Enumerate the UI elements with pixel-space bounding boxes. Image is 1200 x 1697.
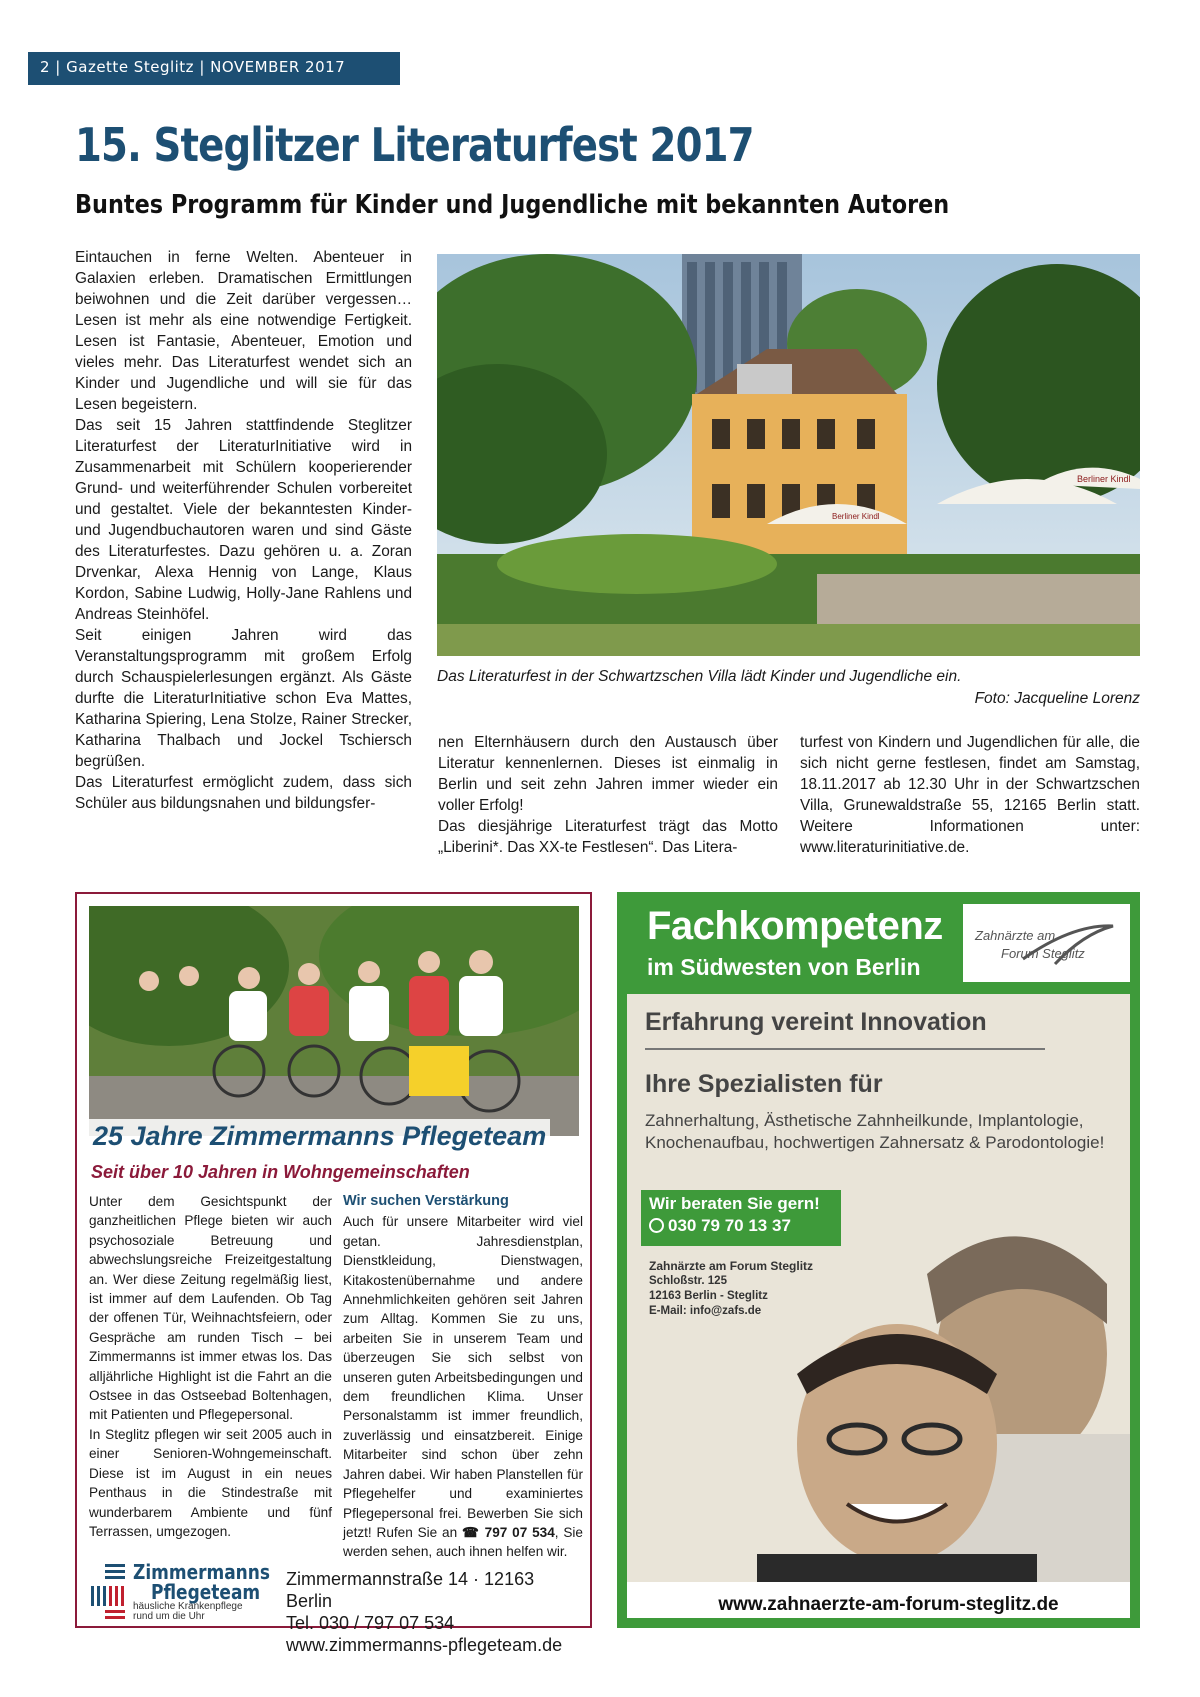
paragraph: Seit einigen Jahren wird das Veranstaltungsprogramm mit großem Erfolg durch Schauspielerlesungen ergänzt. Als Gäste durfte die LiteraturInitiative schon Eva Mattes, Katharina Spiering, Lena Stolze, Rainer Strecker, Katharina Thalbach und Jockel Tschiersch begrüßen. bbox=[75, 627, 412, 770]
logo-line1: Zimmermanns bbox=[133, 1560, 271, 1584]
ad-zahnaerzte-forum-steglitz bbox=[617, 892, 1140, 1628]
ad-specialists-title: Ihre Spezialisten für bbox=[645, 1070, 883, 1098]
villa-illustration bbox=[437, 254, 1140, 656]
practice-street: Schloßstr. 125 bbox=[649, 1275, 727, 1287]
ad-address: Zimmermannstraße 14 · 12163 Berlin bbox=[286, 1569, 535, 1611]
paragraph bbox=[343, 1212, 583, 1561]
ad-zimmermanns-pflegeteam bbox=[75, 892, 592, 1655]
ad-address-block bbox=[649, 1259, 813, 1319]
ad-claim: Erfahrung vereint Innovation bbox=[645, 1008, 987, 1036]
practice-email[interactable]: E-Mail: info@zafs.de bbox=[649, 1305, 762, 1317]
paragraph: Unter dem Gesichtspunkt der ganzheitlichen Pflege bieten wir auch psychosoziale Betreuung und abwechslungsreiche Freizeitgestaltung an. Wer diese Zeitung regelmäßig liest, ist immer auf dem Laufenden. Ob Tag der offenen Tür, Weihnachtsfeiern, oder Gespräche am runden Tisch – bei Zimmermanns ist immer etwas los. Das alljährliche Highlight ist die Fahrt an die Ostsee in das Ostseebad Boltenhagen, mit Patienten und Pflegepersonal. bbox=[89, 1194, 332, 1423]
umbrella-label: Berliner Kindl bbox=[832, 512, 880, 521]
article-column-1 bbox=[75, 247, 412, 814]
umbrella-label: Berliner Kindl bbox=[1077, 474, 1131, 484]
logo-line2: Forum Steglitz bbox=[1001, 946, 1085, 961]
swoosh-icon bbox=[963, 904, 1130, 982]
photo-credit: Foto: Jacqueline Lorenz bbox=[974, 690, 1140, 707]
zahnaerzte-logo bbox=[963, 904, 1130, 982]
ad-phone: Tel. 030 / 797 07 534 bbox=[286, 1613, 455, 1633]
ad-subtitle: Seit über 10 Jahren in Wohngemeinschaften bbox=[91, 1162, 470, 1182]
paragraph: Das seit 15 Jahren stattfindende Steglitzer Literaturfest der LiteraturInitiative wird in Zusammenarbeit mit Schülern kooperierender Grund- und weiterführender Schulen vorbereitet und gestaltet. Viele der bekanntesten Kinder- und Jugendbuchautoren waren und sind Gäste des Literaturfestes. Dazu gehören u. a. Zoran Drvenkar, Alexa Hennig von Lange, Klaus Kordon, Sabine Ludwig, Holly-Jane Rahlens und Andreas Steinhöfel. bbox=[75, 417, 412, 623]
recruit-text: Auch für unsere Mitarbeiter wird viel getan. Jahresdienstplan, Dienstkleidung, Dienstwagen, Kitakostenübernahme und andere Annehmlichkeiten gehören seit Jahren zum Alltag. Kommen Sie zu uns, arbeiten Sie in unserem Team und überzeugen Sie sich selbst von unseren guten Arbeitsbedingungen und dem freundlichen Klima. Unser Personalstamm ist immer freundlich, zuverlässig und einsatzbereit. Einige Mitarbeiter sind schon über zehn Jahren dabei. Wir haben Planstellen für Pflegehelfer und examiniertes Pflegepersonal frei. Bewerben Sie sich jetzt! Rufen Sie an bbox=[343, 1214, 583, 1540]
seniors-photo bbox=[89, 906, 579, 1136]
call-title: Wir beraten Sie gern! bbox=[649, 1194, 820, 1213]
paragraph: Eintauchen in ferne Welten. Abenteuer in Galaxien erleben. Dramatischen Ermittlungen beiwohnen und die Zeit darüber vergessen… Lesen ist mehr als eine notwendige Fertigkeit. Lesen ist Fantasie, Abenteuer, Emotion und vieles mehr. Das Literaturfest wendet sich an Kinder und Jugendliche und will sie für das Lesen begeistern. bbox=[75, 249, 412, 413]
recruit-text-end: , Sie werden sehen, auch ihnen helfen wir. bbox=[343, 1524, 583, 1560]
ad-headline: Fachkompetenz bbox=[647, 904, 943, 948]
ad-specialists-text: Zahnerhaltung, Ästhetische Zahnheilkunde, Implantologie, Knochenaufbau, hochwertigen Zahnersatz & Parodontologie! bbox=[645, 1111, 1105, 1152]
ad-column-heading: Wir suchen Verstärkung bbox=[343, 1193, 509, 1209]
claim-rule bbox=[645, 1048, 1045, 1050]
paragraph: In Steglitz pflegen wir seit 2005 auch in einer Senioren-Wohngemeinschaft. Diese ist im August in ein neues Penthaus in die Stindestraße mit wunderbarem Ambiente und fünf Terrassen, umgezogen. bbox=[89, 1426, 332, 1539]
phone-icon bbox=[649, 1218, 664, 1233]
ad-headline-2: im Südwesten von Berlin bbox=[647, 954, 921, 980]
article-title: 15. Steglitzer Literaturfest 2017 bbox=[75, 118, 754, 172]
header-rule bbox=[28, 82, 400, 85]
photo-caption bbox=[437, 666, 1140, 710]
ad-web-link[interactable]: www.zahnaerzte-am-forum-steglitz.de bbox=[627, 1582, 1140, 1628]
page-header-bar: 2 | Gazette Steglitz | NOVEMBER 2017 bbox=[28, 52, 400, 82]
article-subtitle: Buntes Programm für Kinder und Jugendliche mit bekannten Autoren bbox=[75, 190, 950, 220]
ad-column-b bbox=[343, 1192, 583, 1562]
recruit-phone: ☎ 797 07 534 bbox=[461, 1524, 555, 1540]
logo-tagline: häusliche Krankenpflege rund um die Uhr bbox=[133, 1601, 243, 1622]
paragraph: nen Elternhäusern durch den Austausch über Literatur kennenlernen. Dieses ist einmalig in Berlin und seit zehn Jahren immer wieder ein voller Erfolg! bbox=[438, 734, 778, 814]
ad-web-link[interactable]: www.zimmermanns-pflegeteam.de bbox=[286, 1635, 563, 1655]
call-phone[interactable]: 030 79 70 13 37 bbox=[649, 1216, 833, 1236]
ad-contact bbox=[286, 1568, 579, 1656]
seniors-illustration bbox=[89, 906, 579, 1136]
logo-line2: Pflegeteam bbox=[151, 1580, 261, 1604]
paragraph: Das Literaturfest ermöglicht zudem, dass sich Schüler aus bildungsnahen und bildungsfer- bbox=[75, 774, 412, 812]
article-column-3 bbox=[800, 732, 1140, 858]
logo-line1: Zahnärzte am bbox=[975, 928, 1056, 943]
ad-column-a bbox=[89, 1192, 332, 1541]
zimmermanns-logo bbox=[89, 1562, 269, 1622]
villa-photo bbox=[437, 254, 1140, 656]
ad-header bbox=[627, 892, 1140, 994]
ad-call-box bbox=[641, 1190, 841, 1246]
ad-title: 25 Jahre Zimmermanns Pflegeteam bbox=[89, 1119, 550, 1154]
practice-name: Zahnärzte am Forum Steglitz bbox=[649, 1259, 814, 1273]
article-column-2 bbox=[438, 732, 778, 858]
ad-footer bbox=[89, 1560, 579, 1655]
paragraph: Das diesjährige Literaturfest trägt das Motto „Liberini*. Das XX-te Festlesen“. Das Litera- bbox=[438, 818, 778, 856]
paragraph: turfest von Kindern und Jugendlichen für alle, die sich nicht gerne festlesen, findet am Samstag, 18.11.2017 ab 12.30 Uhr in der Schwartzschen Villa, Grunewaldstraße 55, 12165 Berlin statt. Weitere Informationen unter: www.literaturinitiative.de. bbox=[800, 734, 1140, 856]
ad-body bbox=[627, 994, 1130, 1628]
practice-city: 12163 Berlin - Steglitz bbox=[649, 1290, 768, 1302]
caption-text: Das Literaturfest in der Schwartzschen Villa lädt Kinder und Jugendliche ein. bbox=[437, 668, 962, 685]
